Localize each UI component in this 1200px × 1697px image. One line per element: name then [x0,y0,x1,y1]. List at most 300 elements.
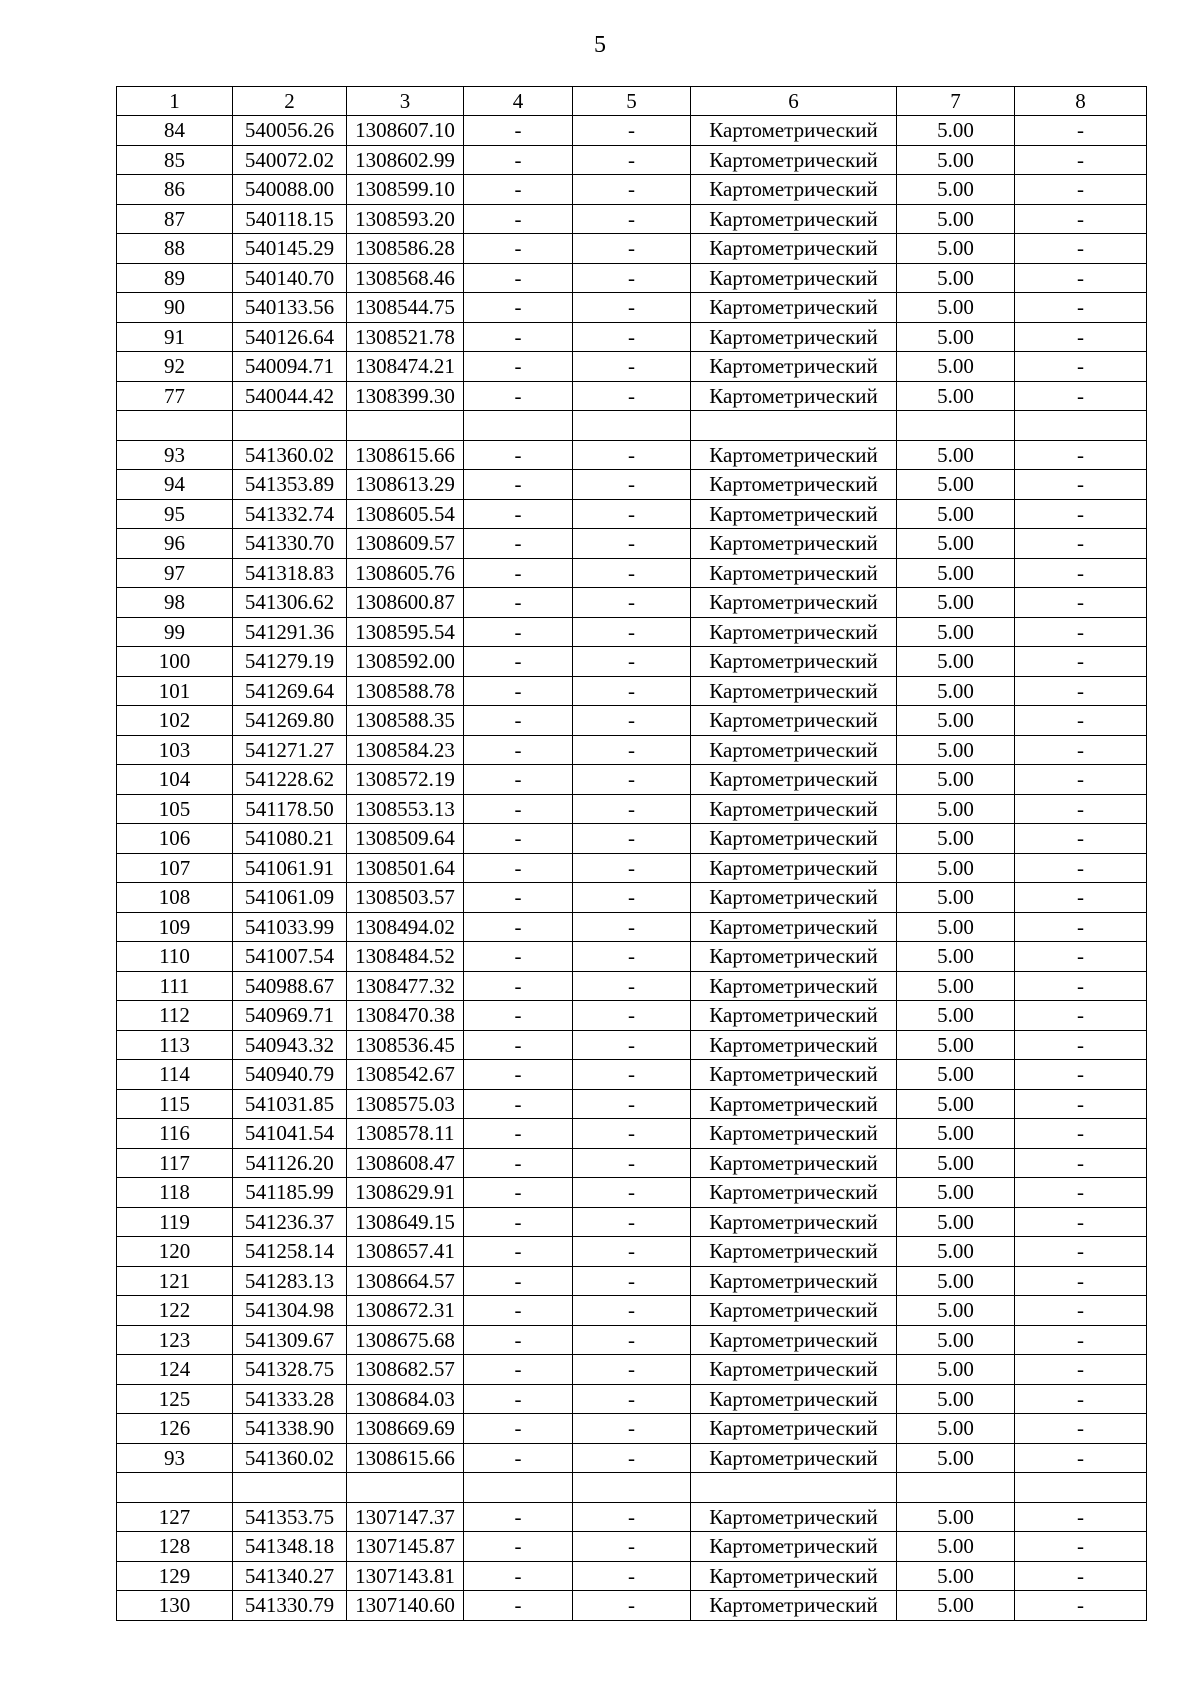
table-cell: - [573,1207,691,1237]
column-header: 4 [464,87,573,116]
table-cell: 1308657.41 [347,1237,464,1267]
table-cell: 541353.75 [233,1502,347,1532]
table-cell: - [464,381,573,411]
table-cell: - [464,1561,573,1591]
table-cell: 541080.21 [233,824,347,854]
table-cell: 541258.14 [233,1237,347,1267]
table-cell [897,411,1015,441]
coordinates-table [116,86,1147,1621]
table-cell: - [1015,647,1147,677]
table-cell: 121 [117,1266,233,1296]
table-cell: 1308607.10 [347,116,464,146]
table-cell: - [1015,322,1147,352]
table-cell: 541348.18 [233,1532,347,1562]
table-cell: - [464,1296,573,1326]
table-cell: - [573,1561,691,1591]
table-cell [464,1473,573,1503]
table-cell: - [573,588,691,618]
table-cell: Картометрический [691,617,897,647]
table-cell: 1308521.78 [347,322,464,352]
table-cell: - [573,1532,691,1562]
table-cell: 540072.02 [233,145,347,175]
table-cell: Картометрический [691,912,897,942]
table-cell: Картометрический [691,647,897,677]
table-cell: 1308553.13 [347,794,464,824]
table-cell: 5.00 [897,440,1015,470]
table-cell: 1308615.66 [347,440,464,470]
table-cell: 90 [117,293,233,323]
table-cell: 115 [117,1089,233,1119]
table-cell: - [573,706,691,736]
table-cell: Картометрический [691,1355,897,1385]
column-header: 7 [897,87,1015,116]
table-cell: 5.00 [897,116,1015,146]
table-cell: Картометрический [691,765,897,795]
table-cell: Картометрический [691,1384,897,1414]
table-cell: - [1015,145,1147,175]
table-cell: - [1015,1355,1147,1385]
table-cell: 1308501.64 [347,853,464,883]
table-cell: 5.00 [897,529,1015,559]
table-cell: - [464,735,573,765]
table-cell: - [464,1591,573,1621]
table-cell: 93 [117,1443,233,1473]
table-cell: - [573,883,691,913]
table-cell: 1307147.37 [347,1502,464,1532]
table-cell: 114 [117,1060,233,1090]
table-cell: - [573,1266,691,1296]
table-cell: 5.00 [897,1502,1015,1532]
table-row [117,145,1147,175]
table-cell: - [573,617,691,647]
table-cell: - [464,1384,573,1414]
table-cell: 541178.50 [233,794,347,824]
table-row [117,499,1147,529]
table-cell: - [573,352,691,382]
blank-separator-row [117,411,1147,441]
table-cell: - [464,558,573,588]
table-row [117,1089,1147,1119]
table-cell: - [464,676,573,706]
table-cell: 5.00 [897,234,1015,264]
table-cell: Картометрический [691,1030,897,1060]
table-cell: 541318.83 [233,558,347,588]
table-cell: 5.00 [897,971,1015,1001]
table-row [117,676,1147,706]
table-row [117,647,1147,677]
table-cell: 5.00 [897,1414,1015,1444]
table-cell: - [573,735,691,765]
table-cell: 540094.71 [233,352,347,382]
table-row [117,558,1147,588]
table-cell: - [573,293,691,323]
table-cell: 1308588.78 [347,676,464,706]
table-cell: - [1015,1561,1147,1591]
table-cell: 1308503.57 [347,883,464,913]
table-cell: 541304.98 [233,1296,347,1326]
table-cell: 5.00 [897,1325,1015,1355]
table-cell: 540140.70 [233,263,347,293]
table-row [117,116,1147,146]
table-cell: - [1015,204,1147,234]
table-cell: 1308682.57 [347,1355,464,1385]
table-cell: 118 [117,1178,233,1208]
table-cell [347,1473,464,1503]
table-cell: Картометрический [691,1502,897,1532]
table-cell: - [1015,381,1147,411]
table-cell: 5.00 [897,1237,1015,1267]
table-cell: Картометрический [691,381,897,411]
table-cell: - [464,1030,573,1060]
table-cell: 104 [117,765,233,795]
table-cell: 86 [117,175,233,205]
table-row [117,175,1147,205]
table-cell: - [464,440,573,470]
table-cell: 109 [117,912,233,942]
table-cell: - [464,824,573,854]
table-cell: - [1015,824,1147,854]
table-cell: - [573,322,691,352]
table-cell: 541007.54 [233,942,347,972]
table-cell: Картометрический [691,1266,897,1296]
table-cell: - [464,706,573,736]
column-header: 1 [117,87,233,116]
table-cell: 5.00 [897,322,1015,352]
table-cell: Картометрический [691,588,897,618]
table-cell: - [464,1148,573,1178]
table-cell: - [1015,352,1147,382]
table-cell: - [1015,1237,1147,1267]
table-cell: 122 [117,1296,233,1326]
table-cell: 5.00 [897,1207,1015,1237]
table-cell: - [464,145,573,175]
table-cell: - [573,1089,691,1119]
table-cell: 541061.09 [233,883,347,913]
table-cell: Картометрический [691,322,897,352]
table-cell: - [464,1266,573,1296]
table-cell: 1308544.75 [347,293,464,323]
table-cell: 540133.56 [233,293,347,323]
table-cell: 1308536.45 [347,1030,464,1060]
table-cell: - [573,1001,691,1031]
table-cell: 91 [117,322,233,352]
table-cell: 5.00 [897,853,1015,883]
table-cell: 113 [117,1030,233,1060]
table-row [117,1443,1147,1473]
table-cell: 92 [117,352,233,382]
table-row [117,1266,1147,1296]
table-cell: - [464,322,573,352]
table-cell: 541031.85 [233,1089,347,1119]
table-cell: - [1015,175,1147,205]
table-row [117,794,1147,824]
table-row [117,440,1147,470]
table-cell: - [573,529,691,559]
table-cell: 5.00 [897,1591,1015,1621]
table-cell: 541330.70 [233,529,347,559]
table-cell: Картометрический [691,942,897,972]
table-row [117,1384,1147,1414]
table-cell: - [573,1325,691,1355]
table-cell: - [573,1502,691,1532]
table-cell: 5.00 [897,676,1015,706]
table-row [117,1561,1147,1591]
table-cell: Картометрический [691,440,897,470]
table-cell: - [464,912,573,942]
table-cell: 5.00 [897,175,1015,205]
table-cell: 1308578.11 [347,1119,464,1149]
table-row [117,1591,1147,1621]
table-cell: 541338.90 [233,1414,347,1444]
table-cell: - [1015,853,1147,883]
table-row [117,381,1147,411]
table-row [117,942,1147,972]
table-cell: 100 [117,647,233,677]
table-cell: Картометрический [691,1591,897,1621]
table-cell [233,411,347,441]
table-cell: 108 [117,883,233,913]
table-cell: 94 [117,470,233,500]
table-cell: 5.00 [897,293,1015,323]
table-row [117,1030,1147,1060]
column-header: 5 [573,87,691,116]
table-cell: - [1015,1384,1147,1414]
table-cell: 124 [117,1355,233,1385]
table-cell: - [573,499,691,529]
table-cell: 540088.00 [233,175,347,205]
table-cell: 99 [117,617,233,647]
table-row [117,293,1147,323]
table-cell: - [573,942,691,972]
table-row [117,1060,1147,1090]
table-cell: - [464,234,573,264]
table-cell: - [573,676,691,706]
table-cell: Картометрический [691,706,897,736]
table-cell: 1308609.57 [347,529,464,559]
table-cell: - [1015,293,1147,323]
table-row [117,1355,1147,1385]
table-row [117,1502,1147,1532]
table-cell: Картометрический [691,971,897,1001]
table-cell: Картометрический [691,145,897,175]
table-cell: Картометрический [691,1325,897,1355]
table-cell: 1308608.47 [347,1148,464,1178]
table-cell: - [464,204,573,234]
table-cell: 541360.02 [233,1443,347,1473]
table-cell: 129 [117,1561,233,1591]
table-cell: 5.00 [897,1001,1015,1031]
table-cell: 107 [117,853,233,883]
table-cell: - [1015,883,1147,913]
table-cell [117,411,233,441]
table-cell: - [464,883,573,913]
table-cell: - [573,1591,691,1621]
table-cell [117,1473,233,1503]
table-row [117,1148,1147,1178]
table-cell: - [573,381,691,411]
table-cell: - [573,1178,691,1208]
table-cell: - [573,204,691,234]
table-cell: 5.00 [897,1532,1015,1562]
table-cell [1015,411,1147,441]
table-cell: - [1015,706,1147,736]
table-cell: - [464,971,573,1001]
table-cell: 1308669.69 [347,1414,464,1444]
table-cell [691,1473,897,1503]
table-cell: 1308672.31 [347,1296,464,1326]
table-row [117,1237,1147,1267]
table-cell: Картометрический [691,1561,897,1591]
table-cell: 127 [117,1502,233,1532]
table-cell: - [1015,1443,1147,1473]
table-cell: Картометрический [691,1178,897,1208]
table-row [117,824,1147,854]
table-cell: - [573,470,691,500]
table-cell: 95 [117,499,233,529]
table-cell: - [464,794,573,824]
table-cell: 5.00 [897,1030,1015,1060]
table-cell: - [464,1532,573,1562]
table-cell: 541279.19 [233,647,347,677]
table-cell: - [573,263,691,293]
table-cell: 5.00 [897,1089,1015,1119]
table-cell: 112 [117,1001,233,1031]
table-cell: Картометрический [691,1089,897,1119]
table-cell: 1308542.67 [347,1060,464,1090]
table-cell: - [464,1237,573,1267]
table-cell: 5.00 [897,765,1015,795]
table-cell: 541333.28 [233,1384,347,1414]
table-cell: - [464,588,573,618]
table-row [117,971,1147,1001]
table-cell: - [1015,558,1147,588]
table-cell: 5.00 [897,263,1015,293]
table-cell: - [1015,1119,1147,1149]
table-cell: 541340.27 [233,1561,347,1591]
table-cell: Картометрический [691,824,897,854]
table-cell: 1308600.87 [347,588,464,618]
table-cell: Картометрический [691,1207,897,1237]
table-cell: Картометрический [691,499,897,529]
table-cell: - [573,824,691,854]
table-cell: 541332.74 [233,499,347,529]
column-header: 2 [233,87,347,116]
table-cell: - [573,794,691,824]
table-row [117,1207,1147,1237]
table-cell: 541309.67 [233,1325,347,1355]
table-cell: - [1015,765,1147,795]
table-cell: 541236.37 [233,1207,347,1237]
table-cell: 110 [117,942,233,972]
table-cell: - [464,942,573,972]
table-cell: - [464,175,573,205]
table-cell: - [573,145,691,175]
table-cell: - [573,1443,691,1473]
table-cell: 93 [117,440,233,470]
table-cell: 540969.71 [233,1001,347,1031]
table-cell: 540988.67 [233,971,347,1001]
table-cell: Картометрический [691,1296,897,1326]
table-row [117,883,1147,913]
table-cell: 1308477.32 [347,971,464,1001]
table-cell [573,411,691,441]
table-cell: 1308474.21 [347,352,464,382]
table-cell: - [573,558,691,588]
table-cell [573,1473,691,1503]
table-cell: - [1015,588,1147,618]
table-cell: 540940.79 [233,1060,347,1090]
column-header: 8 [1015,87,1147,116]
table-row [117,765,1147,795]
table-cell: 1308629.91 [347,1178,464,1208]
table-cell: - [464,1178,573,1208]
table-cell: - [573,1414,691,1444]
table-cell: - [573,765,691,795]
table-cell: Картометрический [691,234,897,264]
table-cell: 1308615.66 [347,1443,464,1473]
table-cell: - [1015,499,1147,529]
table-cell: - [1015,234,1147,264]
table-cell: 540943.32 [233,1030,347,1060]
table-cell: - [1015,1207,1147,1237]
table-cell: Картометрический [691,883,897,913]
table-cell: 1308605.54 [347,499,464,529]
table-cell: 96 [117,529,233,559]
table-cell: Картометрический [691,1237,897,1267]
table-cell: 541330.79 [233,1591,347,1621]
table-cell: - [464,470,573,500]
table-row [117,1414,1147,1444]
table-cell: 5.00 [897,617,1015,647]
table-cell: 5.00 [897,794,1015,824]
table-header-row [117,87,1147,116]
table-row [117,1001,1147,1031]
table-cell: Картометрический [691,794,897,824]
table-cell: - [573,1384,691,1414]
table-cell: 5.00 [897,145,1015,175]
table-cell: - [464,617,573,647]
table-cell: 5.00 [897,588,1015,618]
table-cell: 5.00 [897,1384,1015,1414]
table-cell: 1308664.57 [347,1266,464,1296]
table-cell: - [573,1355,691,1385]
table-cell: 540056.26 [233,116,347,146]
table-cell: Картометрический [691,1148,897,1178]
table-row [117,234,1147,264]
table-cell: 541291.36 [233,617,347,647]
table-cell: 1308494.02 [347,912,464,942]
table-cell: 5.00 [897,352,1015,382]
table-cell: - [1015,971,1147,1001]
table-cell: 541360.02 [233,440,347,470]
table-cell: 117 [117,1148,233,1178]
table-row [117,1119,1147,1149]
table-cell: 111 [117,971,233,1001]
table-cell: 5.00 [897,1148,1015,1178]
table-cell: 1308484.52 [347,942,464,972]
table-cell: 1308595.54 [347,617,464,647]
table-cell: - [1015,1296,1147,1326]
table-cell: - [1015,470,1147,500]
table-cell: - [1015,1532,1147,1562]
table-cell: 1308568.46 [347,263,464,293]
table-cell: Картометрический [691,1414,897,1444]
table-cell: 540044.42 [233,381,347,411]
table-row [117,912,1147,942]
table-cell: - [573,853,691,883]
table-cell: 1308675.68 [347,1325,464,1355]
table-cell: - [464,647,573,677]
